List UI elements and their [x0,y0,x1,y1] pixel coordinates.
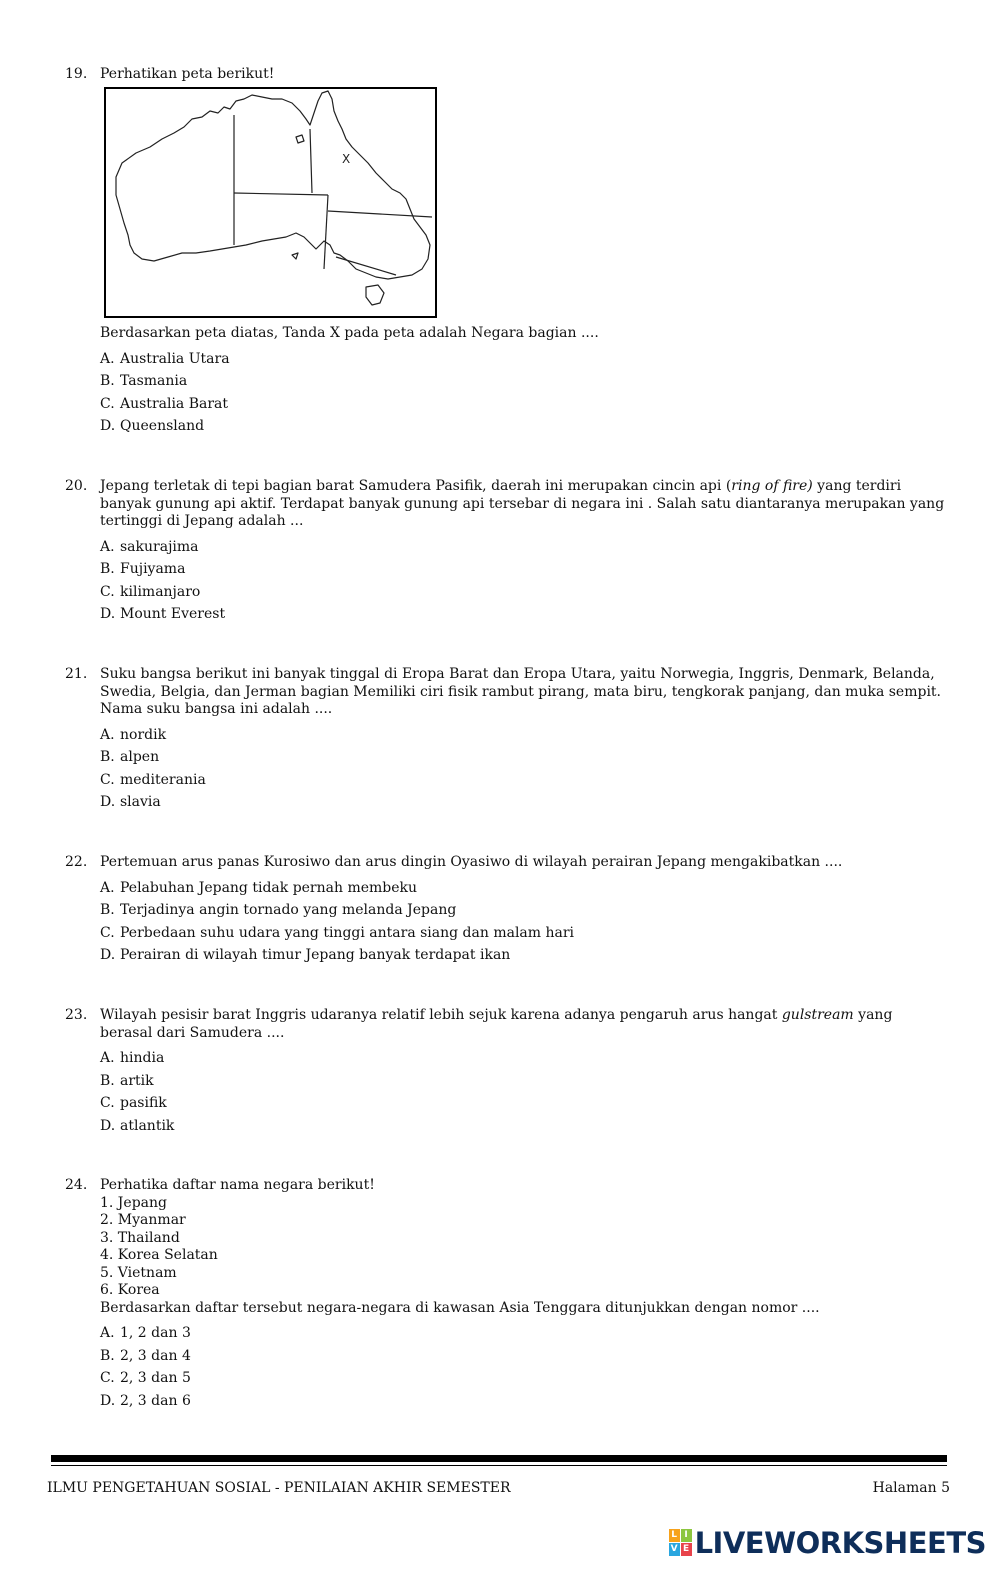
question-text: Jepang terletak di tepi bagian barat Samudera Pasifik, daerah ini merupakan cincin api (ring of fire) yang terdiri banyak gunung api aktif. Terdapat banyak gunung api tersebar di negara ini . Salah satu diantaranya merupakan yang tertinggi di Jepang adalah ... [100,478,945,529]
option-a[interactable]: A. Pelabuhan Jepang tidak pernah membeku [100,879,418,896]
question-19 [65,66,945,84]
border-nt-sa [234,193,328,195]
question-20 [65,478,945,626]
question-text: Perhatikan peta berikut! [100,66,275,82]
question-text: Suku bangsa berikut ini banyak tinggal di Eropa Barat dan Eropa Utara, yaitu Norwegia, Inggris, Denmark, Belanda, Swedia, Belgia, dan Jerman bagian Memiliki ciri fisik rambut pirang, mata biru, tengkorak panjang, dan muka sempit. Nama suku bangsa ini adalah .... [100,666,942,717]
option-d[interactable]: D. 2, 3 dan 6 [100,1392,191,1409]
option-b[interactable]: B. alpen [100,749,160,766]
question-22 [65,854,945,967]
question-19-body [65,325,945,438]
option-a[interactable]: A. nordik [100,726,167,743]
question-number: 21. [65,666,88,682]
mainland-outline [116,91,430,279]
question-number: 23. [65,1007,88,1023]
option-c[interactable]: C. mediterania [100,771,206,788]
australia-map-drawing [106,89,435,316]
question-text: Wilayah pesisir barat Inggris udaranya relatif lebih sejuk karena adanya pengaruh arus hangat gulstream yang berasal dari Samudera .... [100,1007,893,1041]
question-text: Perhatika daftar nama negara berikut! [100,1177,375,1193]
liveworksheets-brand [669,1526,986,1560]
options-20 [100,536,945,626]
tasmania-outline [366,285,384,305]
border-qld-nsw [328,211,432,217]
australia-map [104,87,437,318]
border-nsw-vic [336,257,396,275]
footer-subject: ILMU PENGETAHUAN SOSIAL - PENILAIAN AKHIR SEMESTER [47,1480,511,1496]
option-c[interactable]: C. Perbedaan suhu udara yang tinggi antara siang dan malam hari [100,924,575,941]
options-22 [100,877,945,967]
map-caption: Berdasarkan peta diatas, Tanda X pada peta adalah Negara bagian .... [100,325,599,341]
question-21 [65,666,945,814]
question-number: 24. [65,1177,88,1193]
question-number: 19. [65,66,88,82]
country-list-item: 2. Myanmar [100,1212,186,1228]
option-a[interactable]: A. hindia [100,1050,165,1066]
option-c[interactable]: C. Australia Barat [100,395,229,412]
liveworksheets-logo-icon: L I V E [669,1529,693,1557]
country-list-item: 5. Vietnam [100,1264,177,1281]
option-b[interactable]: B. Tasmania [100,373,188,390]
options-21 [100,724,945,814]
question-prompt: Berdasarkan daftar tersebut negara-negara di kawasan Asia Tenggara ditunjukkan dengan nomor .... [100,1299,820,1316]
border-nt-qld [310,129,312,193]
option-d[interactable]: D. slavia [100,794,161,811]
option-d[interactable]: D. atlantik [100,1117,175,1134]
option-d[interactable]: D. Queensland [100,418,205,435]
country-list-item: 3. Thailand [100,1229,180,1246]
option-b[interactable]: B. 2, 3 dan 4 [100,1347,191,1364]
footer-page-number: Halaman 5 [872,1480,950,1496]
brand-name: LIVEWORKSHEETS [694,1526,986,1560]
country-list-item: 4. Korea Selatan [100,1247,218,1263]
country-list-item: 6. Korea [100,1282,160,1298]
option-b[interactable]: B. artik [100,1072,154,1089]
footer-divider-thin [51,1465,947,1466]
option-a[interactable]: A. 1, 2 dan 3 [100,1325,191,1341]
border-sa-east [324,195,328,269]
option-c[interactable]: C. 2, 3 dan 5 [100,1370,191,1387]
question-text: Pertemuan arus panas Kurosiwo dan arus dingin Oyasiwo di wilayah perairan Jepang mengakibatkan .... [100,854,843,870]
option-b[interactable]: B. Fujiyama [100,561,186,578]
question-number: 20. [65,478,88,494]
option-b[interactable]: B. Terjadinya angin tornado yang melanda Jepang [100,902,457,919]
footer-divider-thick [51,1455,947,1462]
question-23 [65,1007,945,1137]
options-23 [100,1047,945,1137]
option-c[interactable]: C. pasifik [100,1095,167,1112]
map-marker-x: X [342,152,351,166]
option-a[interactable]: A. sakurajima [100,538,199,555]
option-c[interactable]: C. kilimanjaro [100,583,201,600]
option-a[interactable]: A. Australia Utara [100,350,230,367]
options-19 [100,348,945,438]
question-24 [65,1177,945,1412]
options-24 [100,1322,945,1412]
option-d[interactable]: D. Mount Everest [100,606,226,623]
option-d[interactable]: D. Perairan di wilayah timur Jepang banyak terdapat ikan [100,947,511,964]
question-number: 22. [65,854,88,870]
country-list-item: 1. Jepang [100,1194,167,1211]
